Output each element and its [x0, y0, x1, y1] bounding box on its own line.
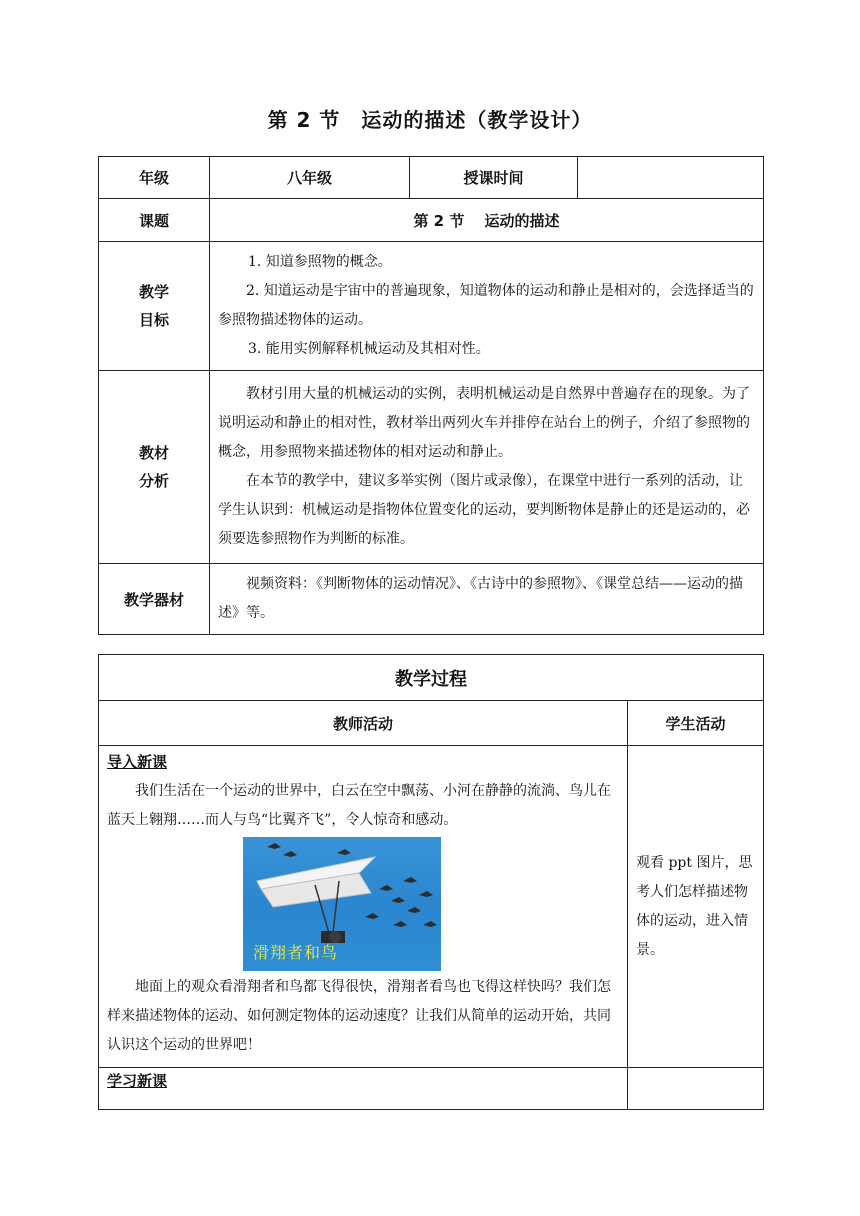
student-activity-header: 学生活动 [628, 701, 764, 746]
teaching-process-table [98, 654, 764, 1110]
analysis-content [210, 371, 764, 564]
process-header-row [99, 701, 764, 746]
analysis-paragraph: 教材引用大量的机械运动的实例，表明机械运动是自然界中普遍存在的现象。为了说明运动和静止的相对性，教材举出两列火车并排停在站台上的例子，介绍了参照物的概念，用参照物来描述物体的相对运动和静止。 [218, 386, 750, 460]
intro-student-cell [628, 746, 764, 1068]
glider-and-birds-image [243, 837, 441, 971]
topic-value: 第 2 节 运动的描述 [210, 199, 764, 242]
grade-value: 八年级 [210, 157, 410, 199]
intro-paragraph: 我们生活在一个运动的世界中，白云在空中飘荡、小河在静静的流淌、鸟儿在蓝天上翱翔……而人与鸟“比翼齐飞”，令人惊奇和感动。 [107, 783, 611, 828]
student-activity-text: 观看 ppt 图片，思考人们怎样描述物体的运动，进入情景。 [636, 854, 753, 958]
intro-paragraph: 地面上的观众看滑翔者和鸟都飞得很快，滑翔者看鸟也飞得这样快吗？我们怎样来描述物体的运动、如何测定物体的运动速度？让我们从简单的运动开始，共同认识这个运动的世界吧！ [107, 979, 611, 1053]
process-title: 教学过程 [99, 655, 764, 701]
goal-item: 1. 知道参照物的概念。 [248, 254, 392, 270]
materials-row [99, 564, 764, 635]
analysis-label-line-1: 教材 [138, 444, 169, 462]
section-heading-intro: 导入新课 [107, 753, 168, 771]
analysis-row [99, 371, 764, 564]
document-title: 第 2 节 运动的描述（教学设计） [267, 108, 593, 132]
goals-label-line-2: 目标 [138, 311, 169, 329]
analysis-label-line-2: 分析 [138, 472, 169, 490]
goal-item: 3. 能用实例解释机械运动及其相对性。 [248, 341, 490, 357]
grade-label: 年级 [99, 157, 210, 199]
analysis-label [99, 371, 210, 564]
image-caption: 滑翔者和鸟 [253, 943, 339, 962]
new-lesson-row [99, 1068, 764, 1110]
class-time-label: 授课时间 [410, 157, 578, 199]
class-time-value [578, 157, 764, 199]
goals-label-line-1: 教学 [138, 283, 169, 301]
teacher-activity-header: 教师活动 [99, 701, 628, 746]
intro-row [99, 746, 764, 1068]
lesson-info-table [98, 156, 764, 635]
new-lesson-student-cell [628, 1068, 764, 1110]
topic-row [99, 199, 764, 242]
materials-content [210, 564, 764, 635]
process-title-row [99, 655, 764, 701]
goal-item: 2. 知道运动是宇宙中的普遍现象，知道物体的运动和静止是相对的，会选择适当的参照物描述物体的运动。 [218, 283, 754, 328]
goals-label [99, 242, 210, 371]
analysis-paragraph: 在本节的教学中，建议多举实例（图片或录像），在课堂中进行一系列的活动，让学生认识到：机械运动是指物体位置变化的运动，要判断物体是静止的还是运动的，必须要选参照物作为判断的标准。 [218, 473, 750, 547]
grade-row [99, 157, 764, 199]
topic-label: 课题 [99, 199, 210, 242]
goals-content [210, 242, 764, 371]
new-lesson-teacher-cell [99, 1068, 628, 1110]
section-heading-new-lesson: 学习新课 [107, 1072, 168, 1090]
intro-teacher-cell [99, 746, 628, 1068]
materials-text: 视频资料：《判断物体的运动情况》、《古诗中的参照物》、《课堂总结——运动的描述》等。 [218, 576, 743, 621]
materials-label: 教学器材 [99, 564, 210, 635]
goals-row [99, 242, 764, 371]
